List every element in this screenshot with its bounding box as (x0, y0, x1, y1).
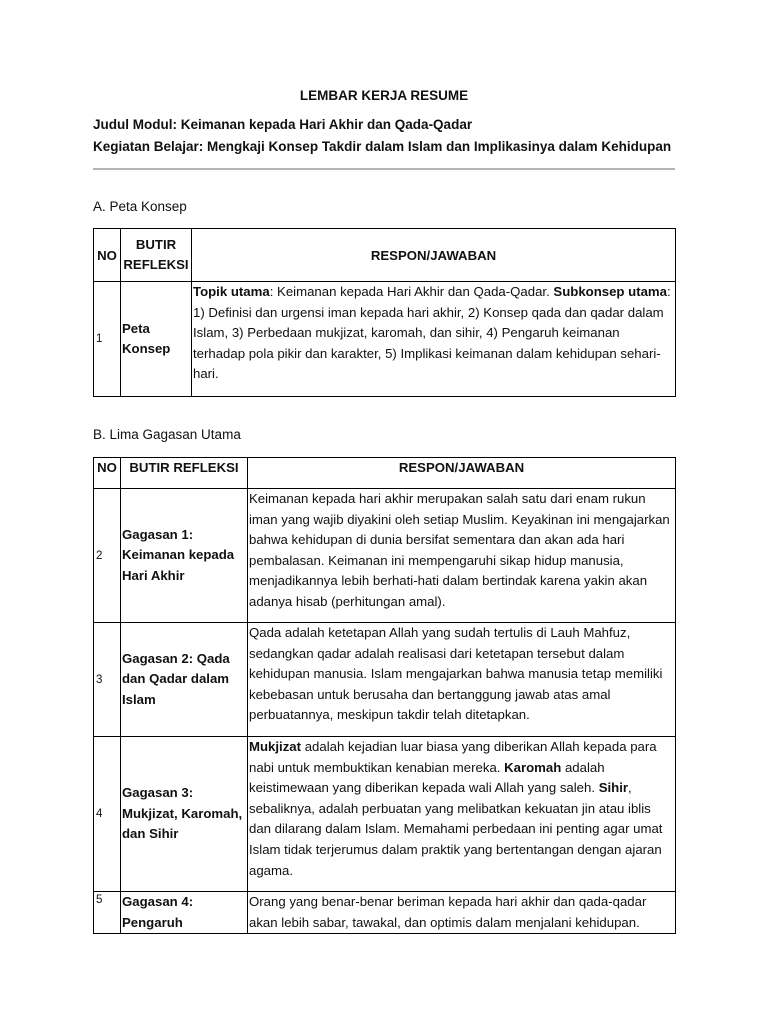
main-topic-label: Topik utama (193, 284, 270, 299)
row-item: Peta Konsep (121, 282, 192, 397)
row-response: Keimanan kepada hari akhir merupakan salah satu dari enam rukun iman yang wajib diyakini oleh setiap Muslim. Keyakinan ini mengajarkan bahwa kehidupan di dunia bersifat sementara dan akan ada hari pembalasan. Keimanan ini mempengaruhi sikap hidup manusia, menjadikannya lebih berhati-hati dalam bertindak karena yakin akan adanya hisab (perhitungan amal). (248, 489, 676, 623)
table-row (94, 737, 676, 892)
page-title: LEMBAR KERJA RESUME (299, 88, 469, 103)
row-no: 1 (94, 282, 121, 397)
subconcept-label: Subkonsep utama (553, 284, 667, 299)
table-header-row (94, 229, 676, 282)
header-response: RESPON/JAWABAN (192, 229, 676, 282)
concept-map-table (93, 228, 676, 397)
miracle-term: Mukjizat (249, 739, 302, 754)
sihir-text: , sebaliknya, adalah perbuatan yang melibatkan kekuatan jin atau iblis dan dilarang dalam Islam. Memahami perbedaan ini penting agar umat Islam tidak terjerumus dalam praktik yang bertentangan dengan ajaran agama. (249, 780, 663, 878)
module-title-line (93, 117, 472, 132)
header-response: RESPON/JAWABAN (248, 458, 676, 489)
divider (93, 168, 675, 170)
row-no: 2 (94, 489, 121, 623)
table-header-row (94, 458, 676, 489)
row-item: Gagasan 4: Pengaruh (121, 892, 248, 934)
row-response (192, 282, 676, 397)
row-no: 4 (94, 737, 121, 892)
header-no: NO (94, 458, 121, 489)
row-item: Gagasan 3: Mukjizat, Karomah, dan Sihir (121, 737, 248, 892)
row-no: 5 (94, 892, 121, 934)
row-item: Gagasan 2: Qada dan Qadar dalam Islam (121, 623, 248, 737)
module-title-value: : Keimanan kepada Hari Akhir dan Qada-Qadar (172, 117, 473, 132)
subconcept-text: : 1) Definisi dan urgensi iman kepada hari akhir, 2) Konsep qada dan qadar dalam Islam, 3) Perbedaan mukjizat, karomah, dan sihir, 4) Pengaruh keimanan terhadap pola pikir dan karakter, 5) Implikasi keimanan dalam kehidupan sehari-hari. (193, 284, 671, 382)
section-a-heading: A. Peta Konsep (93, 199, 187, 214)
header-item: BUTIR REFLEKSI (121, 229, 192, 282)
table-row (94, 489, 676, 623)
learning-activity-label: Kegiatan Belajar (93, 139, 199, 154)
row-response (248, 737, 676, 892)
row-item: Gagasan 1: Keimanan kepada Hari Akhir (121, 489, 248, 623)
section-b-heading: B. Lima Gagasan Utama (93, 427, 241, 442)
table-row (94, 892, 676, 934)
table-row (94, 623, 676, 737)
header-no: NO (94, 229, 121, 282)
row-no: 3 (94, 623, 121, 737)
table-row (94, 282, 676, 397)
row-response: Qada adalah ketetapan Allah yang sudah tertulis di Lauh Mahfuz, sedangkan qadar adalah realisasi dari ketetapan tersebut dalam kehidupan manusia. Islam mengajarkan bahwa manusia tetap memiliki kebebasan untuk berusaha dan bertanggung jawab atas amal perbuatannya, meskipun takdir telah ditetapkan. (248, 623, 676, 737)
row-response: Orang yang benar-benar beriman kepada hari akhir dan qada-qadar akan lebih sabar, tawakal, dan optimis dalam menjalani kehidupan. (248, 892, 676, 934)
sihir-term: Sihir (598, 780, 628, 796)
karomah-text: adalah keistimewaan yang diberikan kepada wali Allah yang saleh. (249, 759, 605, 796)
main-ideas-table (93, 457, 676, 934)
learning-activity-value: : Mengkaji Konsep Takdir dalam Islam dan Implikasinya dalam Kehidupan (198, 139, 672, 154)
learning-activity-line (93, 139, 671, 154)
module-title-label: Judul Modul (93, 117, 173, 132)
main-topic-text: : Keimanan kepada Hari Akhir dan Qada-Qadar. (269, 284, 554, 299)
karomah-term: Karomah (504, 759, 562, 775)
header-item: BUTIR REFLEKSI (121, 458, 248, 489)
miracle-text: adalah kejadian luar biasa yang diberikan Allah kepada para nabi untuk membuktikan kenabian mereka. (249, 739, 657, 775)
